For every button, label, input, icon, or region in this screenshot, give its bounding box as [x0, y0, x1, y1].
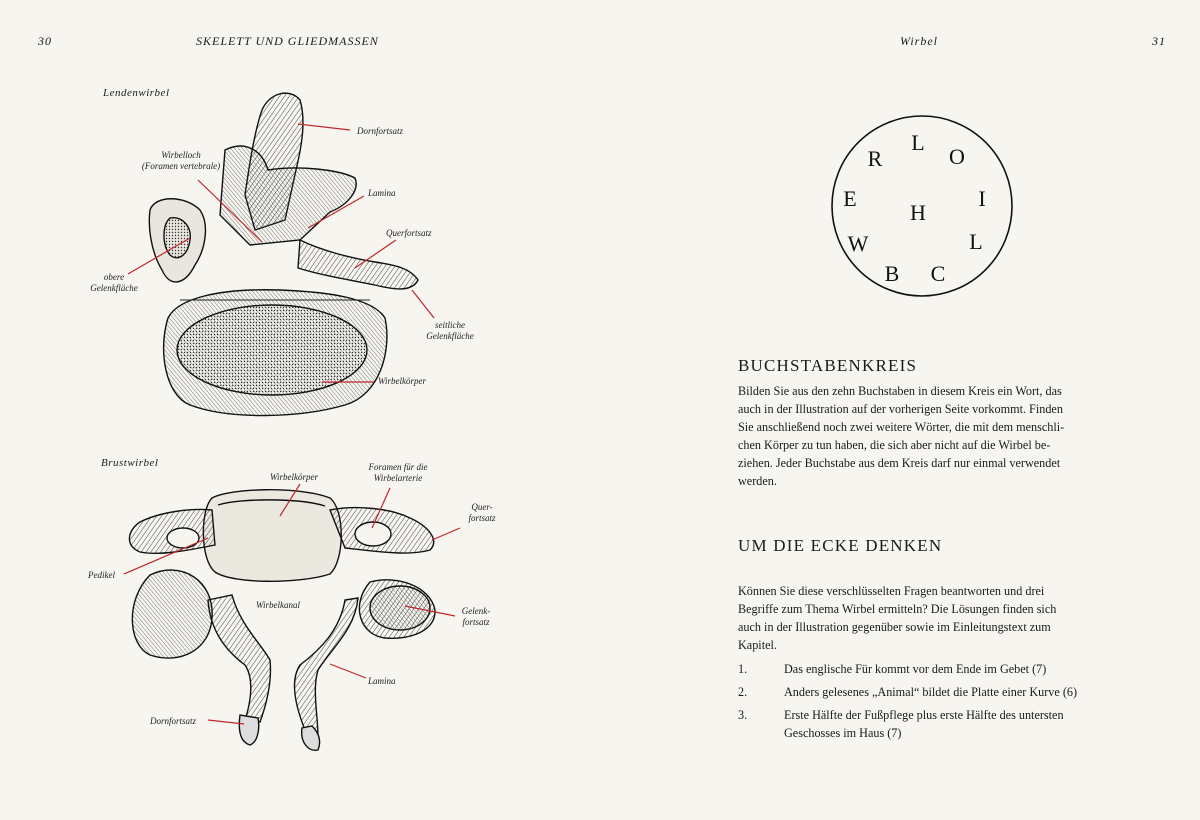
label-wirbelkanal: Wirbelkanal — [256, 600, 300, 610]
right-running-head: Wirbel — [900, 34, 938, 48]
paragraph-um-die-ecke-denken: Können Sie diese verschlüsselten Fragen beantworten und drei Begriffe zum Thema Wirbel ermitteln? Die Lösungen finden sich auch in der Illustration gegenüber sowie im Einleitungstext zum Kapitel. — [738, 584, 1057, 652]
circle-letter: L — [911, 130, 925, 155]
label-wirbelkoerper-2: Wirbelkörper — [270, 472, 318, 482]
label-gelenkfortsatz: Gelenk- fortsatz — [461, 606, 491, 627]
label-wirbelloch: Wirbelloch (Foramen vertebrale) — [141, 150, 221, 171]
circle-letter: R — [867, 146, 883, 171]
circle-letter: H — [910, 200, 926, 225]
circle-letter: W — [847, 231, 869, 256]
label-dornfortsatz-1: Dornfortsatz — [357, 126, 404, 136]
right-page-number: 31 — [1152, 34, 1166, 48]
list-item: 3. Erste Hälfte der Fußpflege plus erste Hälfte des untersten Geschosses im Haus (7) — [738, 708, 1064, 740]
figure1-title: Lendenwirbel — [103, 87, 170, 99]
circle-letter: C — [930, 261, 946, 286]
label-querfortsatz-1: Querfortsatz — [386, 228, 432, 238]
lumbar-vertebra-drawing — [149, 93, 418, 415]
circle-letter: O — [949, 144, 965, 169]
label-seitliche-gelenkflaeche: seitliche Gelenkfläche — [426, 320, 474, 341]
riddle-list — [738, 660, 1158, 742]
heading-buchstabenkreis: BUCHSTABENKREIS — [738, 356, 918, 375]
letter-circle — [830, 114, 1014, 298]
list-item: 1. Das englische Für kommt vor dem Ende im Gebet (7) — [738, 662, 1047, 676]
label-obere-gelenkflaeche: obere Gelenkfläche — [90, 272, 138, 293]
heading-um-die-ecke-denken: UM DIE ECKE DENKEN — [738, 536, 943, 555]
circle-letter: I — [978, 186, 986, 211]
figure2-title: Brustwirbel — [101, 457, 159, 469]
label-lamina-2: Lamina — [368, 676, 396, 686]
left-running-head: SKELETT UND GLIEDMASSEN — [196, 34, 379, 48]
list-item: 2. Anders gelesenes „Animal“ bildet die Platte einer Kurve (6) — [738, 685, 1078, 699]
label-pedikel: Pedikel — [88, 570, 115, 580]
label-querfortsatz-2: Quer- fortsatz — [468, 502, 496, 523]
circle-letter: B — [884, 261, 900, 286]
circle-letter: E — [843, 186, 857, 211]
paragraph-buchstabenkreis: Bilden Sie aus den zehn Buchstaben in diesem Kreis ein Wort, das auch in der Illustration auf der vorherigen Seite vorkommt. Finden Sie anschließend noch zwei weitere Wörter, die mit dem menschli- chen Körper zu tun haben, die sich aber nicht auf die Wirbel be- ziehen. Jeder Buchstabe aus dem Kreis darf nur einmal verwendet werden. — [738, 384, 1065, 488]
left-page-number: 30 — [38, 34, 52, 48]
label-dornfortsatz-2: Dornfortsatz — [150, 716, 197, 726]
label-wirbelkoerper-1: Wirbelkörper — [378, 376, 426, 386]
label-lamina-1: Lamina — [368, 188, 396, 198]
circle-letter: L — [969, 229, 983, 254]
thoracic-vertebra-drawing — [129, 490, 435, 751]
label-foramen-wirbelarterie: Foramen für die Wirbelarterie — [368, 462, 428, 483]
